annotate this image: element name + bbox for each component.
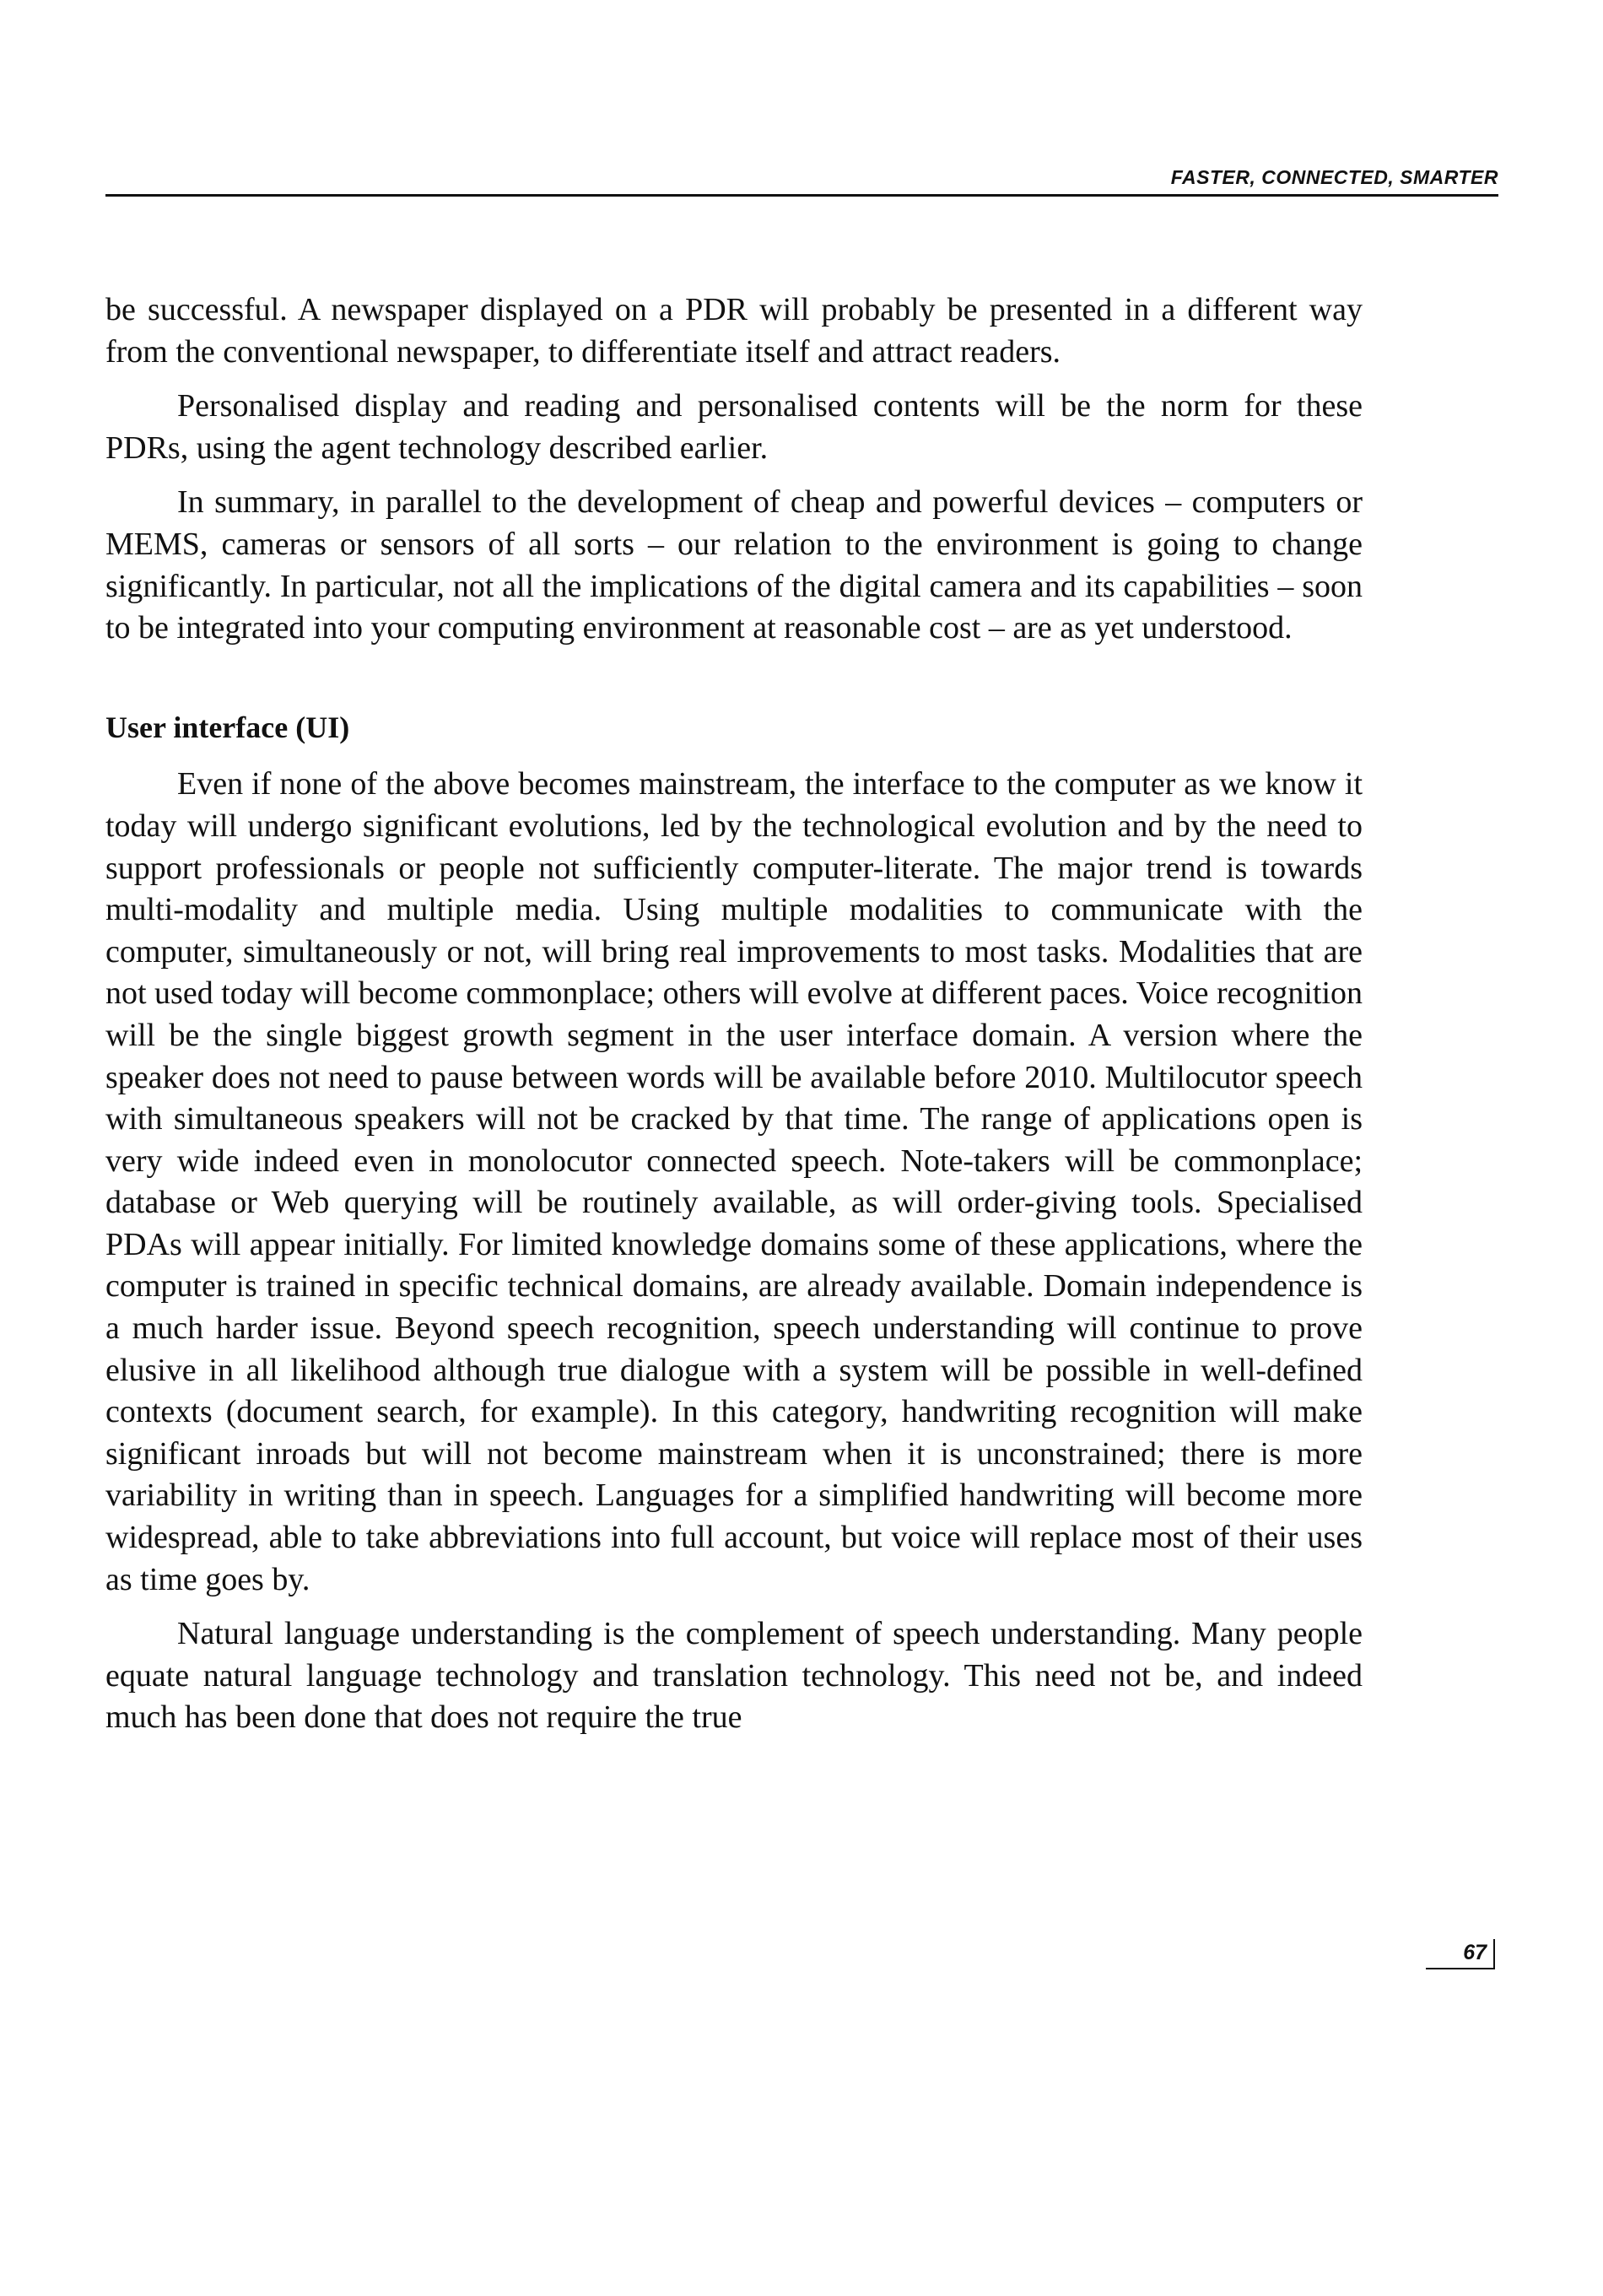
page-number: 67 bbox=[1426, 1939, 1495, 1969]
paragraph-personalised-display: Personalised display and reading and personalised contents will be the norm for these PDRs, using the agent technology described earlier. bbox=[105, 388, 1363, 466]
paragraph-user-interface: Even if none of the above becomes mainstream, the interface to the computer as we know it today will undergo significant evolutions, led by the technological evolution and by the need to support professionals or people not sufficiently computer-literate. The major trend is towards multi-modality and multiple media. Using multiple modalities to communicate with the computer, simultaneously or not, will bring real improvements to most tasks. Modalities that are not used today will become commonplace; others will evolve at different paces. Voice recognition will be the single biggest growth segment in the user interface domain. A version where the speaker does not need to pause between words will be available before 2010. Multilocutor speech with simultaneous speakers will not be cracked by that time. The range of applications open is very wide indeed even in monolocutor connected speech. Note-takers will be commonplace; database or Web querying will be routinely available, as will order-giving tools. Specialised PDAs will appear initially. For limited knowledge domains some of these applications, where the computer is trained in specific technical domains, are already available. Domain independence is a much harder issue. Beyond speech recognition, speech understanding will continue to prove elusive in all likelihood although true dialogue with a system will be possible in well-defined contexts (document search, for example). In this category, handwriting recognition will make significant inroads but will not become mainstream when it is unconstrained; there is more variability in writing than in speech. Languages for a simplified handwriting will become more widespread, able to take abbreviations into full account, but voice will replace most of their uses as time goes by. bbox=[105, 766, 1363, 1597]
section-heading: User interface (UI) bbox=[105, 710, 350, 744]
running-header: FASTER, CONNECTED, SMARTER bbox=[1170, 166, 1498, 188]
paragraph-natural-language: Natural language understanding is the complement of speech understanding. Many people equate natural language technology and translation technology. This need not be, and indeed much has been done that does not require the true bbox=[105, 1616, 1363, 1736]
paragraph-continued: be successful. A newspaper displayed on a PDR will probably be presented in a different way from the conventional newspaper, to differentiate itself and attract readers. bbox=[105, 292, 1363, 370]
body-text bbox=[105, 289, 1363, 1752]
header-rule bbox=[105, 194, 1498, 197]
paragraph-summary: In summary, in parallel to the development of cheap and powerful devices – computers or MEMS, cameras or sensors of all sorts – our relation to the environment is going to change significantly. In particular, not all the implications of the digital camera and its capabilities – soon to be integrated into your computing environment at reasonable cost – are as yet understood. bbox=[105, 484, 1363, 646]
